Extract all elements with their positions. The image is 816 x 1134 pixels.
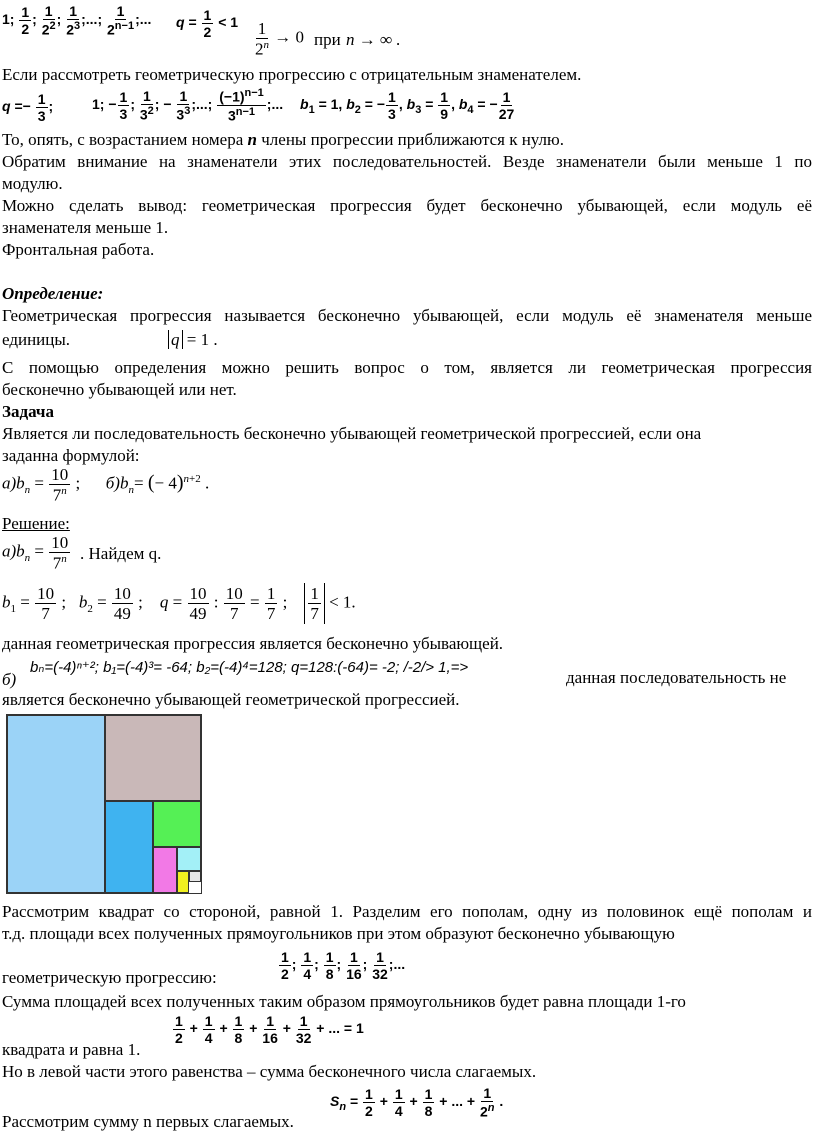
formula-sequence-negative: 1; − $\frac{1}{3}$ ; $\frac{1}{3^2}$ ; − $\frac{1}{3^3}$ ;...; $\frac{(-1)^{n-1}}{3^{n-1}}$ ;... xyxy=(92,87,284,124)
paragraph-help-1: С помощью определения можно решить вопрос о том, является ли геометрическая прогрессия xyxy=(2,358,812,377)
paragraph-sum-2: квадрата и равна 1. xyxy=(2,1040,141,1059)
paragraph-again: То, опять, с возрастанием номера n члены прогрессии приближаются к нулю. xyxy=(2,130,564,149)
rect-sixteenth xyxy=(153,801,201,847)
paragraph-negative-ratio: Если рассмотреть геометрическую прогрессию с отрицательным знаменателем. xyxy=(2,65,582,84)
solution-a-find: . Найдем q. xyxy=(80,544,162,563)
rect-128th xyxy=(177,871,189,893)
rect-256th xyxy=(189,871,201,882)
definition-line-1: Геометрическая прогрессия называется бесконечно убывающей, если модуль её знаменателя меньше xyxy=(2,306,812,325)
paragraph-frontal: Фронтальная работа. xyxy=(2,240,155,259)
paragraph-square-1: Рассмотрим квадрат со стороной, равной 1. Разделим его пополам, одну из половинок ещё пополам и xyxy=(2,902,812,921)
task-line-2: заданна формулой: xyxy=(2,446,140,465)
paragraph-left-side: Но в левой части этого равенства – сумма бесконечного числа слагаемых. xyxy=(2,1062,537,1081)
formula-ratio-half: q = $\frac{1}{2}$ < 1 xyxy=(176,7,239,40)
solution-a-formula: $а)b_n$ = $\frac{10}{7^n}$ xyxy=(2,533,69,573)
definition-title: Определение: xyxy=(2,284,104,303)
paragraph-partial-sum: Рассмотрим сумму n первых слагаемых. xyxy=(2,1112,294,1131)
task-formulas: $а)b_n$ = $\frac{10}{7^n}$ ; $б)b_n=$ (− 4)$^{n+2}$ . xyxy=(2,465,210,505)
definition-formula: q = 1 . xyxy=(168,330,218,350)
formula-sequence-powers-of-two: 1; $\frac{1}{2}$ ; $\frac{1}{2^2}$ ; $\frac{1}{2^3}$ ;...; $\frac{1}{2^{n-1}}$ ;... xyxy=(2,3,152,38)
solution-b-result-1: данная последовательность не xyxy=(566,668,787,687)
paragraph-conclusion-2: знаменателя меньше 1. xyxy=(2,218,169,237)
solution-a-result: данная геометрическая прогрессия является бесконечно убывающей. xyxy=(2,634,504,653)
solution-calc: $b_1$ = $\frac{10}{7}$ ; $b_2$ = $\frac{10}{49}$ ; q = $\frac{10}{49}$ : $\frac{10}{7}$ = $\frac{1}{7}$ ; $\frac{1}{7}$ < 1. xyxy=(2,584,356,623)
solution-b-expression: bₙ=(-4)ⁿ⁺²; b₁=(-4)³= -64; b₂=(-4)⁴=128; q=128:(-64)= -2; /-2/> 1,=> xyxy=(30,659,469,676)
square-division-diagram xyxy=(6,714,202,894)
task-title: Задача xyxy=(2,402,54,421)
paragraph-attention-1: Обратим внимание на знаменатели этих последовательностей. Везде знаменатели были меньше 1 по xyxy=(2,152,812,171)
definition-line-2: единицы. xyxy=(2,330,71,349)
paragraph-conclusion-1: Можно сделать вывод: геометрическая прогрессия будет бесконечно убывающей, если модуль её xyxy=(2,196,812,215)
paragraph-square-2: т.д. площади всех полученных прямоугольников при этом образуют бесконечно убывающую xyxy=(2,924,675,943)
rect-quarter xyxy=(105,715,201,801)
rect-thirty-second xyxy=(153,847,177,893)
paragraph-square-3: геометрическую прогрессию: xyxy=(2,968,217,987)
rect-sixty-fourth xyxy=(177,847,201,871)
solution-b-result-2: является бесконечно убывающей геометрической прогрессией. xyxy=(2,690,460,709)
paragraph-attention-2: модулю. xyxy=(2,174,63,193)
formula-limit: $\frac{1}{2^n}$ → 0 xyxy=(255,19,304,59)
limit-word: при xyxy=(314,30,341,49)
formula-square-sequence: $\frac{1}{2}$ ; $\frac{1}{4}$ ; $\frac{1}{8}$ ; $\frac{1}{16}$ ; $\frac{1}{32}$ ;... xyxy=(281,949,406,982)
solution-title: Решение: xyxy=(2,514,70,533)
formula-partial-sum: $S_n$ = $\frac{1}{2}$ + $\frac{1}{4}$ + $\frac{1}{8}$ + ... + $\frac{1}{2^n}$ . xyxy=(330,1085,504,1120)
formula-terms: $b_1 = 1$, $b_2$ = − $\frac{1}{3}$ , $b_3$ = $\frac{1}{9}$ , $b_4$ = − $\frac{1}{27}$ xyxy=(300,89,515,122)
formula-ratio-minus-third: q =− $\frac{1}{3}$ ; xyxy=(2,91,54,124)
rect-half xyxy=(7,715,105,893)
paragraph-help-2: бесконечно убывающей или нет. xyxy=(2,380,237,399)
paragraph-sum-1: Сумма площадей всех полученных таким образом прямоугольников будет равна площади 1-го xyxy=(2,992,686,1011)
rect-eighth xyxy=(105,801,153,893)
formula-sum: $\frac{1}{2}$ + $\frac{1}{4}$ + $\frac{1}{8}$ + $\frac{1}{16}$ + $\frac{1}{32}$ + ... = 1 xyxy=(175,1013,364,1046)
solution-b-label: б) xyxy=(2,670,17,689)
limit-tail: n → ∞ . xyxy=(346,30,401,49)
task-line-1: Является ли последовательность бесконечно убывающей геометрической прогрессией, если она xyxy=(2,424,702,443)
